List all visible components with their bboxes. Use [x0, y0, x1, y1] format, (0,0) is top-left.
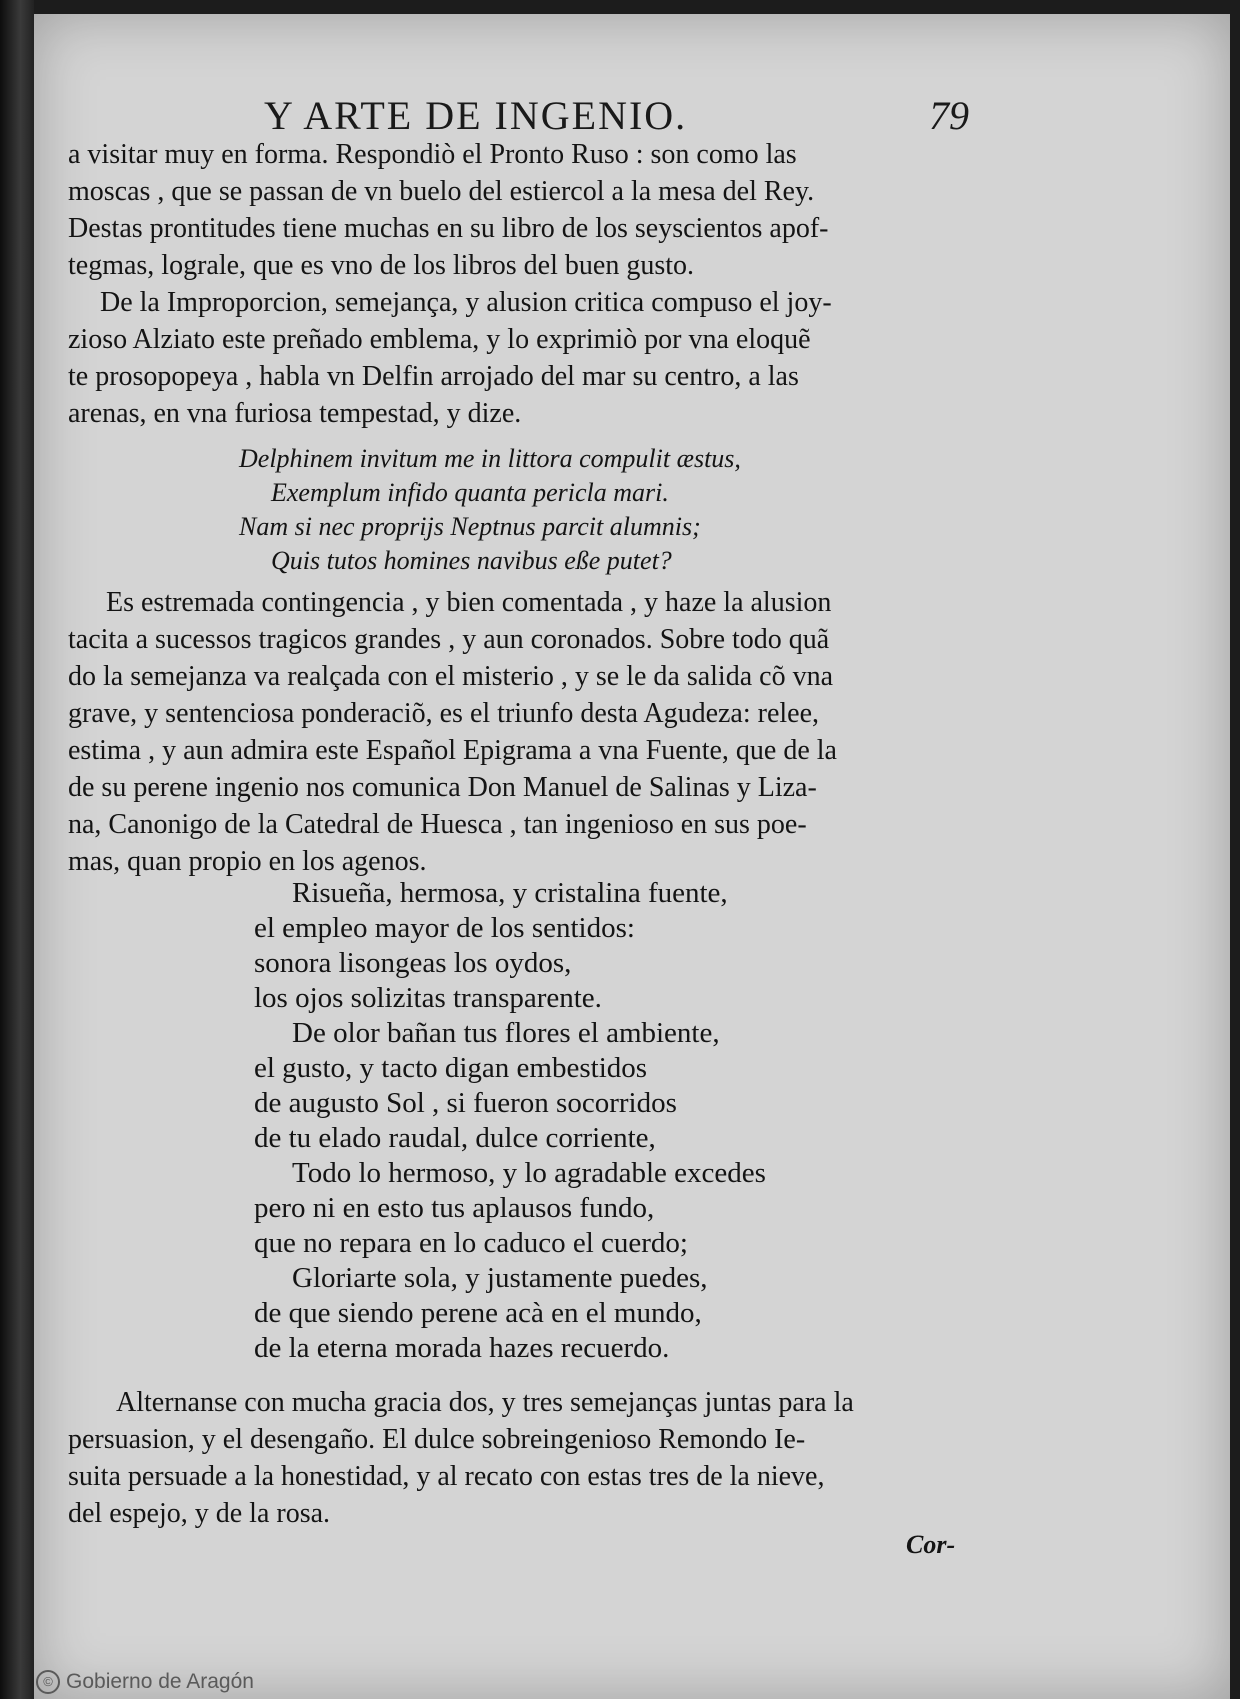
verse-line: que no repara en lo caduco el cuerdo; — [254, 1227, 688, 1259]
verse-line: el empleo mayor de los sentidos: — [254, 912, 635, 944]
watermark-text: Gobierno de Aragón — [66, 1670, 254, 1693]
verse-line: Quis tutos homines navibus eße putet? — [271, 546, 672, 575]
text-line: estima , y aun admira este Español Epigrama a vna Fuente, que de la — [68, 735, 837, 766]
text-line: a visitar muy en forma. Respondiò el Pronto Ruso : son como las — [68, 139, 797, 170]
text-line: do la semejanza va realçada con el misterio , y se le da salida cõ vna — [68, 661, 833, 692]
catchword: Cor- — [906, 1530, 956, 1559]
verse-line: de la eterna morada hazes recuerdo. — [254, 1332, 670, 1364]
page-number: 79 — [929, 93, 969, 138]
text-line: zioso Alziato este preñado emblema, y lo exprimiò por vna eloquẽ — [68, 324, 811, 355]
book-page — [34, 14, 1230, 1699]
verse-line: Exemplum infido quanta pericla mari. — [271, 478, 669, 507]
paragraph-1 — [68, 136, 983, 284]
text-line: tacita a sucessos tragicos grandes , y aun coronados. Sobre todo quã — [68, 624, 830, 655]
verse-line: sonora lisongeas los oydos, — [254, 947, 572, 979]
text-line: suita persuade a la honestidad, y al recato con estas tres de la nieve, — [68, 1461, 825, 1492]
copyright-icon: © — [36, 1670, 60, 1694]
paragraph-4 — [68, 1384, 983, 1532]
text-line: de su perene ingenio nos comunica Don Manuel de Salinas y Liza- — [68, 772, 817, 803]
text-line: Alternanse con mucha gracia dos, y tres semejanças juntas para la — [116, 1387, 854, 1418]
verse-line: De olor bañan tus flores el ambiente, — [292, 1017, 720, 1049]
verse-line: los ojos solizitas transparente. — [254, 982, 602, 1014]
verse-line: Gloriarte sola, y justamente puedes, — [292, 1262, 708, 1294]
verse-line: Delphinem invitum me in littora compulit æstus, — [239, 444, 741, 473]
text-line: persuasion, y el desengaño. El dulce sobreingenioso Remondo Ie- — [68, 1424, 806, 1455]
text-line: arenas, en vna furiosa tempestad, y dize. — [68, 398, 522, 429]
text-line: te prosopopeya , habla vn Delfin arrojado del mar su centro, a las — [68, 361, 799, 392]
verse-line: Todo lo hermoso, y lo agradable excedes — [292, 1157, 766, 1189]
paragraph-2 — [68, 284, 983, 432]
text-line: na, Canonigo de la Catedral de Huesca , tan ingenioso en sus poe- — [68, 809, 807, 840]
paragraph-3 — [68, 584, 983, 880]
copyright-watermark — [36, 1670, 254, 1694]
verse-line: Risueña, hermosa, y cristalina fuente, — [292, 877, 728, 909]
verse-line: el gusto, y tacto digan embestidos — [254, 1052, 648, 1084]
text-line: del espejo, y de la rosa. — [68, 1498, 331, 1529]
sonnet — [254, 876, 766, 1366]
book-spine-shadow — [0, 0, 34, 1699]
verse-line: de que siendo perene acà en el mundo, — [254, 1297, 702, 1329]
latin-epigram — [239, 442, 741, 578]
running-head: Y ARTE DE INGENIO. — [264, 93, 688, 138]
text-line: tegmas, lograle, que es vno de los libros del buen gusto. — [68, 250, 694, 281]
text-line: moscas , que se passan de vn buelo del estiercol a la mesa del Rey. — [68, 176, 815, 207]
verse-line: Nam si nec proprijs Neptnus parcit alumnis; — [239, 512, 701, 541]
verse-line: pero ni en esto tus aplausos fundo, — [254, 1192, 655, 1224]
text-line: De la Improporcion, semejança, y alusion critica compuso el joy- — [100, 287, 832, 318]
text-line: mas, quan propio en los agenos. — [68, 846, 427, 877]
verse-line: de augusto Sol , si fueron socorridos — [254, 1087, 677, 1119]
verse-line: de tu elado raudal, dulce corriente, — [254, 1122, 656, 1154]
text-line: Destas prontitudes tiene muchas en su libro de los seyscientos apof- — [68, 213, 829, 244]
text-line: grave, y sentenciosa ponderaciõ, es el triunfo desta Agudeza: relee, — [68, 698, 820, 729]
text-line: Es estremada contingencia , y bien comentada , y haze la alusion — [106, 587, 832, 618]
